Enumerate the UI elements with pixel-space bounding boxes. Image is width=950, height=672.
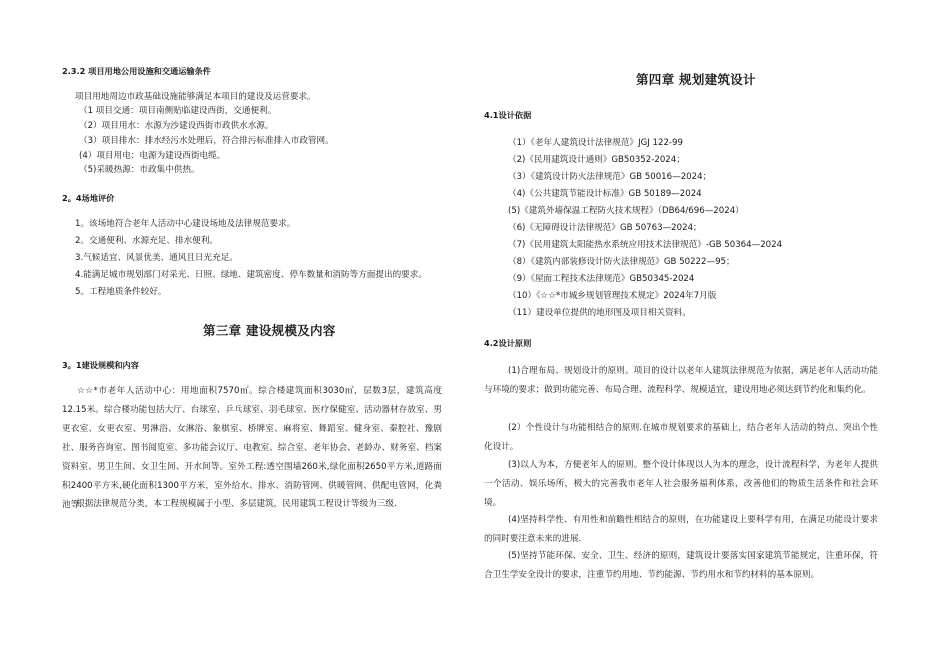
list-item: （4)《公共建筑节能设计标准》GB 50189—2024 bbox=[508, 189, 702, 199]
list-item: （7)《民用建筑太阳能热水系统应用技术法律规范》-GB 50364—2024 bbox=[508, 240, 783, 250]
design-principle-paragraph: (5)坚持节能环保、安全、卫生、经济的原则，建筑设计要落实国家建筑节能规定，注重环保，符合卫生学安全设计的要求，注重节约用地、节约能源、节约用水和节约材料的基本原则。 bbox=[484, 551, 878, 580]
section-2-3-2-intro: 项目用地周边市政基础设施能够满足本项目的建设及运营要求。 bbox=[75, 92, 316, 102]
list-item: （10）《☆☆*市城乡规划管理技术规定》2024年7月版 bbox=[508, 291, 717, 301]
list-item: (5)《建筑外墙保温工程防火技术规程》（DB64/696—2024） bbox=[508, 206, 744, 216]
list-item: （9）《屋面工程技术法律规范》GB50345-2024 bbox=[508, 274, 695, 284]
list-item: （8）《建筑内部装修设计防火法律规范》GB 50222—95； bbox=[508, 257, 735, 267]
design-principle-paragraph: (2）个性设计与功能相结合的原则.在城市规划要求的基础上，结合老年人活动的特点、突出个性化设计。 bbox=[484, 423, 878, 452]
list-item: （2）项目用水：水源为沙建设西街市政供水水源。 bbox=[79, 121, 274, 131]
list-item: 2。交通便利、水源充足、排水便利。 bbox=[75, 236, 218, 246]
list-item: （2)《民用建筑设计通则》GB50352-2024； bbox=[508, 155, 685, 165]
section-3-1-heading: 3。1建设规模和内容 bbox=[62, 360, 139, 370]
list-item: 1。该场地符合老年人活动中心建设场地及法律规范要求。 bbox=[75, 219, 296, 229]
list-item: 4.能满足城市规划部门对采光、日照、绿地、建筑密度、停车数量和消防等方面提出的要求。 bbox=[75, 270, 427, 280]
list-item: （3）《建筑设计防火法律规范》GB 50016—2024； bbox=[508, 172, 712, 182]
list-item: 3.气候适宜、风景优美、通风且日光充足。 bbox=[75, 253, 238, 263]
list-item: （5)采暖热源：市政集中供热。 bbox=[79, 165, 200, 175]
chapter-3-title: 第三章 建设规模及内容 bbox=[203, 323, 336, 338]
list-item: （1）《老年人建筑设计法律规范》JGJ 122-99 bbox=[508, 138, 683, 148]
list-item: （11）建设单位提供的地形图及项目相关资料。 bbox=[508, 308, 691, 318]
section-4-2-heading: 4.2设计原则 bbox=[484, 338, 532, 348]
section-3-1-paragraph: ☆☆*市老年人活动中心：用地面积7570㎡。综合楼建筑面积3030㎡，层数3层，建筑高度12.15米。综合楼功能包括大厅、台球室、乒乓球室、羽毛球室、医疗保健室、活动器材存放室、男更衣室、女更衣室、男淋浴、女淋浴、象棋室、桥牌室、麻将室、舞蹈室、健身室、秦腔社、豫剧社、服务咨询室、图书阅览室、多功能会议厅、电教室、综合室、老年协会、老龄办、财务室、档案资料室、男卫生间、女卫生间、开水间等。室外工程:透空围墙260米,绿化面积2650平方米,道路面积2400平方米,硬化面积1300平方米，室外给水、排水、消防管网、供暖管网、供配电管网，化粪池等. bbox=[62, 386, 442, 510]
section-2-4-heading: 2。4场地评价 bbox=[62, 193, 115, 203]
list-item: （6)《无障碍设计法律规范》GB 50763—2024； bbox=[508, 223, 702, 233]
section-3-1-classification: 根据法律规范分类，本工程规模属于小型、多层建筑，民用建筑工程设计等级为三级. bbox=[76, 499, 397, 509]
section-2-3-2-heading: 2.3.2 项目用地公用设施和交通运输条件 bbox=[62, 66, 211, 76]
chapter-4-title: 第四章 规划建筑设计 bbox=[636, 72, 756, 87]
list-item: 5。工程地质条件较好。 bbox=[75, 287, 167, 297]
list-item: （3）项目排水：排水经污水处理后，符合排污标准排入市政管网。 bbox=[79, 136, 334, 146]
list-item: (4）项目用电：电源为建设西街电缆。 bbox=[79, 151, 226, 161]
section-4-1-heading: 4.1设计依据 bbox=[484, 110, 532, 120]
design-principle-paragraph: (4)坚持科学性、有用性和前瞻性相结合的原则，在功能建设上要科学有用，在满足功能设计要求的同时要注意未来的进展. bbox=[484, 515, 878, 544]
right-page bbox=[475, 0, 950, 672]
design-principle-paragraph: (3)以人为本，方便老年人的原则。整个设计体现以人为本的理念，设计流程科学，为老年人提供一个活动、娱乐场所，极大的完善我市老年人社会服务福利体系，改善他们的物质生活条件和社会环境。 bbox=[484, 460, 878, 508]
design-principle-paragraph: (1)合理布局、规划设计的原则。项目的设计以老年人建筑法律规范为依据，满足老年人活动功能与环境的要求；做到功能完善、布局合理、流程科学、规模适宜，建设用地必须达到节约化和集约化。 bbox=[484, 366, 878, 395]
list-item: （1 项目交通：项目南侧贴临建设西街，交通便利。 bbox=[79, 106, 277, 116]
